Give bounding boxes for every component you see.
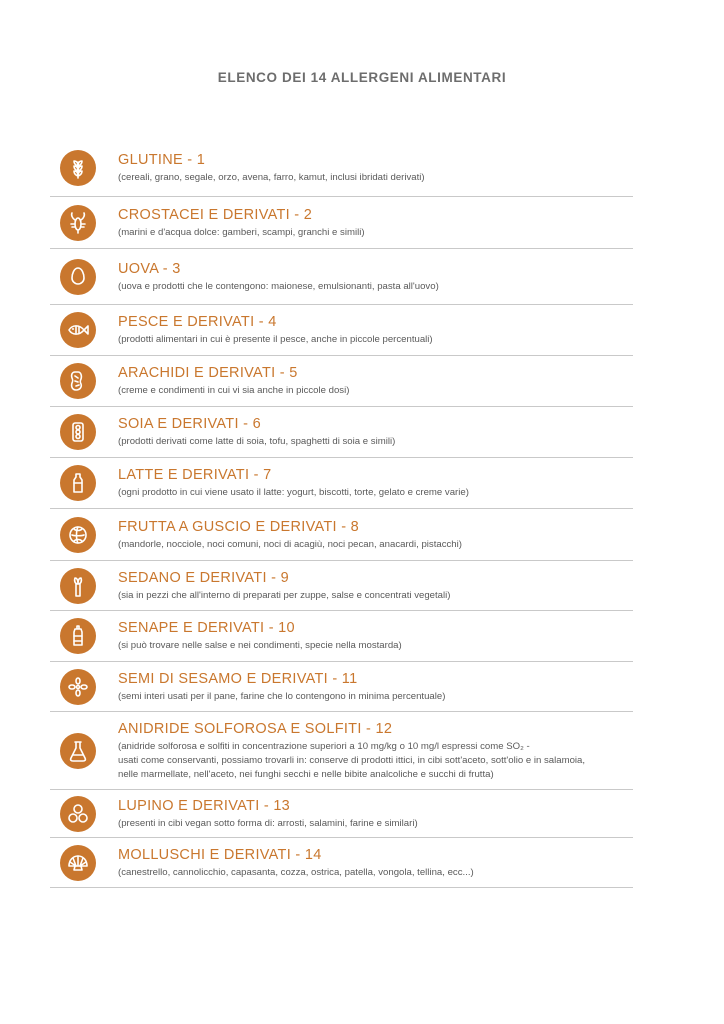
allergen-name: GLUTINE - 1 [118,152,206,168]
allergen-description: (prodotti alimentari in cui è presente il pesce, anche in piccole percentuali) [118,334,433,345]
allergen-description: (ogni prodotto in cui viene usato il latte: yogurt, biscotti, torte, gelato e creme varie) [118,487,469,498]
allergen-item [50,662,633,712]
allergen-list [50,140,633,888]
page-title: ELENCO DEI 14 ALLERGENI ALIMENTARI [217,70,507,85]
allergen-description: nelle marmellate, nell'aceto, nei funghi secchi e nelle bibite analcoliche e succhi di frutta) [118,768,494,780]
allergen-name: LATTE E DERIVATI - 7 [118,467,272,483]
allergen-description: (uova e prodotti che le contengono: maionese, emulsionanti, pasta all'uovo) [118,280,439,292]
wheat-icon [60,150,96,186]
soybean-icon [60,414,96,450]
fish-icon [60,312,96,348]
allergen-description: (prodotti derivati come latte di soia, tofu, spaghetti di soia e simili) [118,436,396,447]
allergen-description: (anidride solforosa e solfiti in concentrazione superiori a 10 mg/kg o 10 mg/l espressi come SO₂ - [118,740,530,752]
celery-icon [60,568,96,604]
allergen-item [50,249,633,305]
allergen-description: (marini e d'acqua dolce: gamberi, scampi, granchi e simili) [118,226,365,238]
allergen-item [50,790,633,838]
allergen-name: SOIA E DERIVATI - 6 [118,416,261,432]
peanut-icon [60,363,96,399]
allergen-item [50,611,633,662]
allergen-description: (creme e condimenti in cui vi sia anche in piccole dosi) [118,385,350,396]
allergen-name: LUPINO E DERIVATI - 13 [118,797,291,814]
allergen-name: SEMI DI SESAMO E DERIVATI - 11 [118,670,358,687]
allergen-description: (presenti in cibi vegan sotto forma di: arrosti, salamini, farine e similari) [118,817,418,829]
allergen-description: (canestrello, cannolicchio, capasanta, cozza, ostrica, patella, vongola, tellina, ecc...) [118,866,474,878]
egg-icon [60,259,96,295]
allergen-description: (mandorle, nocciole, noci comuni, noci di acagiù, noci pecan, anacardi, pistacchi) [118,538,462,550]
allergen-name: UOVA - 3 [118,260,181,277]
allergen-description: (cereali, grano, segale, orzo, avena, farro, kamut, inclusi ibridati derivati) [118,172,425,183]
sesame-icon [60,669,96,705]
allergen-item [50,561,633,611]
allergen-name: MOLLUSCHI E DERIVATI - 14 [118,846,322,863]
allergen-name: SEDANO E DERIVATI - 9 [118,569,289,586]
lupin-icon [60,796,96,832]
nut-icon [60,517,96,553]
allergen-name: CROSTACEI E DERIVATI - 2 [118,206,313,223]
allergen-item [50,509,633,561]
allergen-item [50,356,633,407]
allergen-item [50,712,633,790]
allergen-item [50,197,633,249]
allergen-description: (si può trovare nelle salse e nei condimenti, specie nella mostarda) [118,640,402,651]
allergen-item [50,458,633,509]
milk-bottle-icon [60,465,96,501]
flask-icon [60,733,96,769]
shell-icon [60,845,96,881]
allergen-item [50,140,633,197]
allergen-item [50,305,633,356]
lobster-icon [60,205,96,241]
allergen-item [50,838,633,888]
allergen-description: usati come conservanti, possiamo trovarli in: conserve di prodotti ittici, in cibi sott'aceto, sott'olio e in salamoia, [118,754,586,766]
allergen-name: ARACHIDI E DERIVATI - 5 [118,365,298,381]
allergen-name: PESCE E DERIVATI - 4 [118,314,277,330]
allergen-description: (sia in pezzi che all'interno di preparati per zuppe, salse e concentrati vegetali) [118,589,451,601]
mustard-bottle-icon [60,618,96,654]
allergen-name: FRUTTA A GUSCIO E DERIVATI - 8 [118,518,360,535]
allergen-name: SENAPE E DERIVATI - 10 [118,620,295,636]
allergen-item [50,407,633,458]
allergen-description: (semi interi usati per il pane, farine che lo contengono in minima percentuale) [118,690,446,702]
allergen-name: ANIDRIDE SOLFOROSA E SOLFITI - 12 [118,720,393,737]
